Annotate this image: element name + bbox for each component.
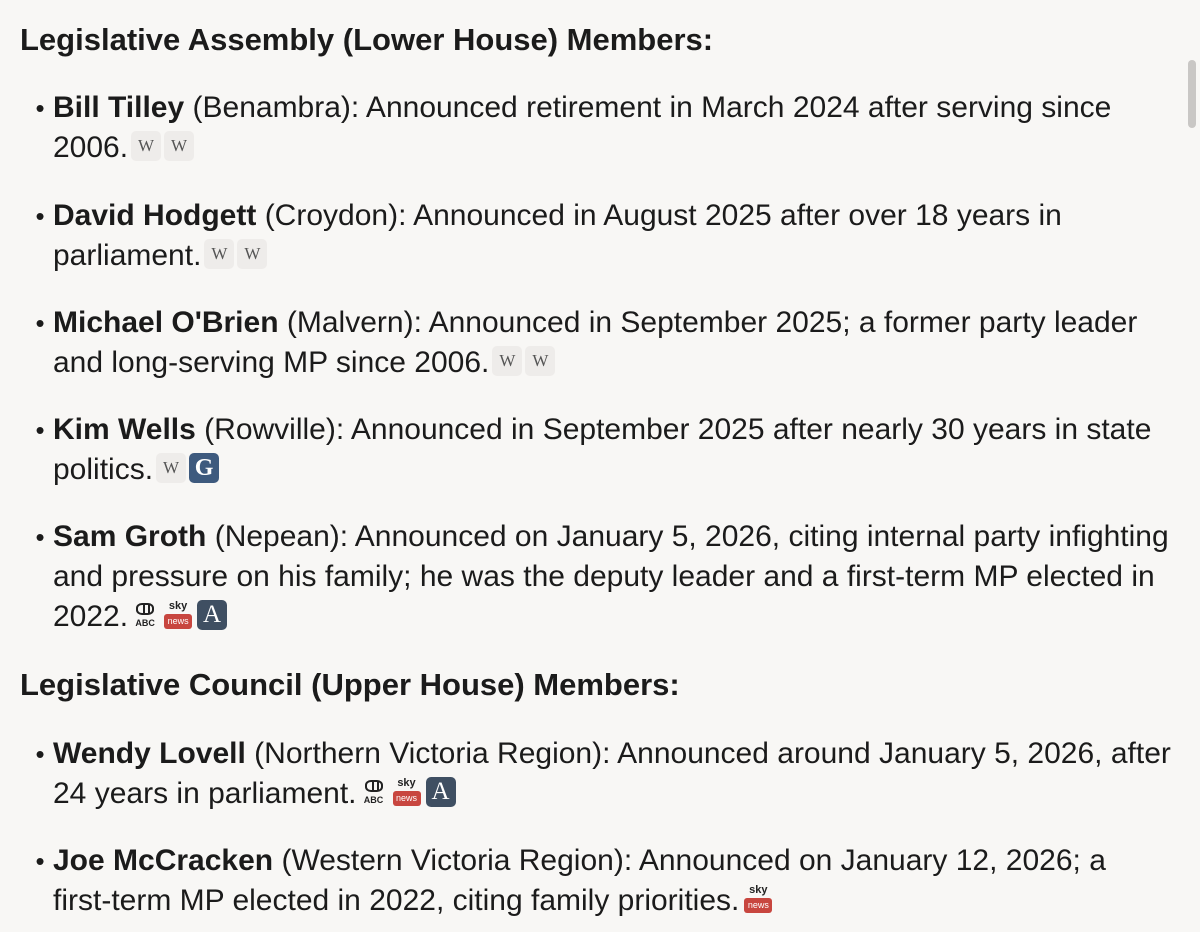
bullet: • xyxy=(35,201,45,231)
section-heading-legislative-council: Legislative Council (Upper House) Members: xyxy=(20,667,680,702)
member-seat: (Benambra) xyxy=(192,91,351,124)
wikipedia-icon[interactable]: W xyxy=(164,131,194,161)
abc-icon[interactable] xyxy=(131,600,159,630)
source-citations xyxy=(153,450,219,490)
member-seat: (Northern Victoria Region) xyxy=(254,737,603,770)
source-citations xyxy=(739,881,774,921)
list-item xyxy=(32,410,1172,490)
member-description: : Announced in September 2025 after nearly 30 years in state politics. xyxy=(53,413,1152,486)
member-name: Joe McCracken xyxy=(53,844,274,877)
source-citations xyxy=(128,597,227,637)
sky-news-icon[interactable] xyxy=(391,777,423,807)
list-item xyxy=(32,303,1172,383)
news-label: news xyxy=(744,898,772,913)
member-name: Kim Wells xyxy=(53,413,196,446)
bullet: • xyxy=(35,308,45,338)
entry-text xyxy=(53,303,1172,383)
abc-logo-mark xyxy=(136,603,154,615)
member-description: : Announced in August 2025 after over 18 years in parliament. xyxy=(53,199,1062,272)
abc-label: ABC xyxy=(363,795,384,805)
news-label: news xyxy=(164,614,192,629)
source-citations xyxy=(201,236,267,276)
wikipedia-icon[interactable]: W xyxy=(156,453,186,483)
wikipedia-icon[interactable]: W xyxy=(492,346,522,376)
member-seat: (Malvern) xyxy=(286,306,414,339)
bullet: • xyxy=(35,739,45,769)
vertical-scrollbar[interactable] xyxy=(1184,0,1200,932)
news-label: news xyxy=(393,791,421,806)
member-name: David Hodgett xyxy=(53,199,257,232)
source-citations xyxy=(357,774,456,814)
member-description: : Announced around January 5, 2026, after 24 years in parliament. xyxy=(53,737,1171,810)
list-item xyxy=(32,88,1172,168)
member-description: : Announced in September 2025; a former party leader and long-serving MP since 2006. xyxy=(53,306,1138,379)
australian-icon[interactable]: A xyxy=(197,600,227,630)
section-heading-legislative-assembly: Legislative Assembly (Lower House) Members: xyxy=(20,22,714,57)
list-item xyxy=(32,517,1172,637)
member-description: : Announced on January 5, 2026, citing internal party infighting and pressure on his family; he was the deputy leader and a first-term MP elected in 2022. xyxy=(53,520,1169,633)
wikipedia-icon[interactable]: W xyxy=(525,346,555,376)
entry-text xyxy=(53,88,1172,168)
entry-text xyxy=(53,410,1172,490)
sky-news-icon[interactable] xyxy=(742,884,774,914)
abc-logo-mark xyxy=(365,780,383,792)
scrollbar-thumb[interactable] xyxy=(1188,60,1196,128)
abc-icon[interactable] xyxy=(360,777,388,807)
entry-text xyxy=(53,841,1172,921)
list-item xyxy=(32,734,1172,814)
member-name: Michael O'Brien xyxy=(53,306,279,339)
wikipedia-icon[interactable]: W xyxy=(237,239,267,269)
source-citations xyxy=(128,128,194,168)
bullet: • xyxy=(35,846,45,876)
member-description: : Announced on January 12, 2026; a first-term MP elected in 2022, citing family priorities. xyxy=(53,844,1106,917)
member-name: Bill Tilley xyxy=(53,91,185,124)
wikipedia-icon[interactable]: W xyxy=(204,239,234,269)
member-name: Sam Groth xyxy=(53,520,207,553)
source-citations xyxy=(489,343,555,383)
entry-text xyxy=(53,734,1172,814)
list-item xyxy=(32,841,1172,921)
sky-label: sky xyxy=(168,600,188,612)
member-seat: (Nepean) xyxy=(214,520,340,553)
member-seat: (Western Victoria Region) xyxy=(281,844,624,877)
sky-label: sky xyxy=(397,777,416,789)
entry-text xyxy=(53,196,1172,276)
member-description: : Announced retirement in March 2024 after serving since 2006. xyxy=(53,91,1112,164)
member-seat: (Croydon) xyxy=(264,199,399,232)
guardian-icon[interactable]: G xyxy=(189,453,219,483)
australian-icon[interactable]: A xyxy=(426,777,456,807)
sky-news-icon[interactable] xyxy=(162,600,194,630)
bullet: • xyxy=(35,415,45,445)
bullet: • xyxy=(35,522,45,552)
member-seat: (Rowville) xyxy=(204,413,336,446)
entry-text xyxy=(53,517,1172,637)
member-name: Wendy Lovell xyxy=(53,737,246,770)
abc-label: ABC xyxy=(135,618,155,628)
wikipedia-icon[interactable]: W xyxy=(131,131,161,161)
sky-label: sky xyxy=(749,884,768,896)
list-item xyxy=(32,196,1172,276)
bullet: • xyxy=(35,93,45,123)
